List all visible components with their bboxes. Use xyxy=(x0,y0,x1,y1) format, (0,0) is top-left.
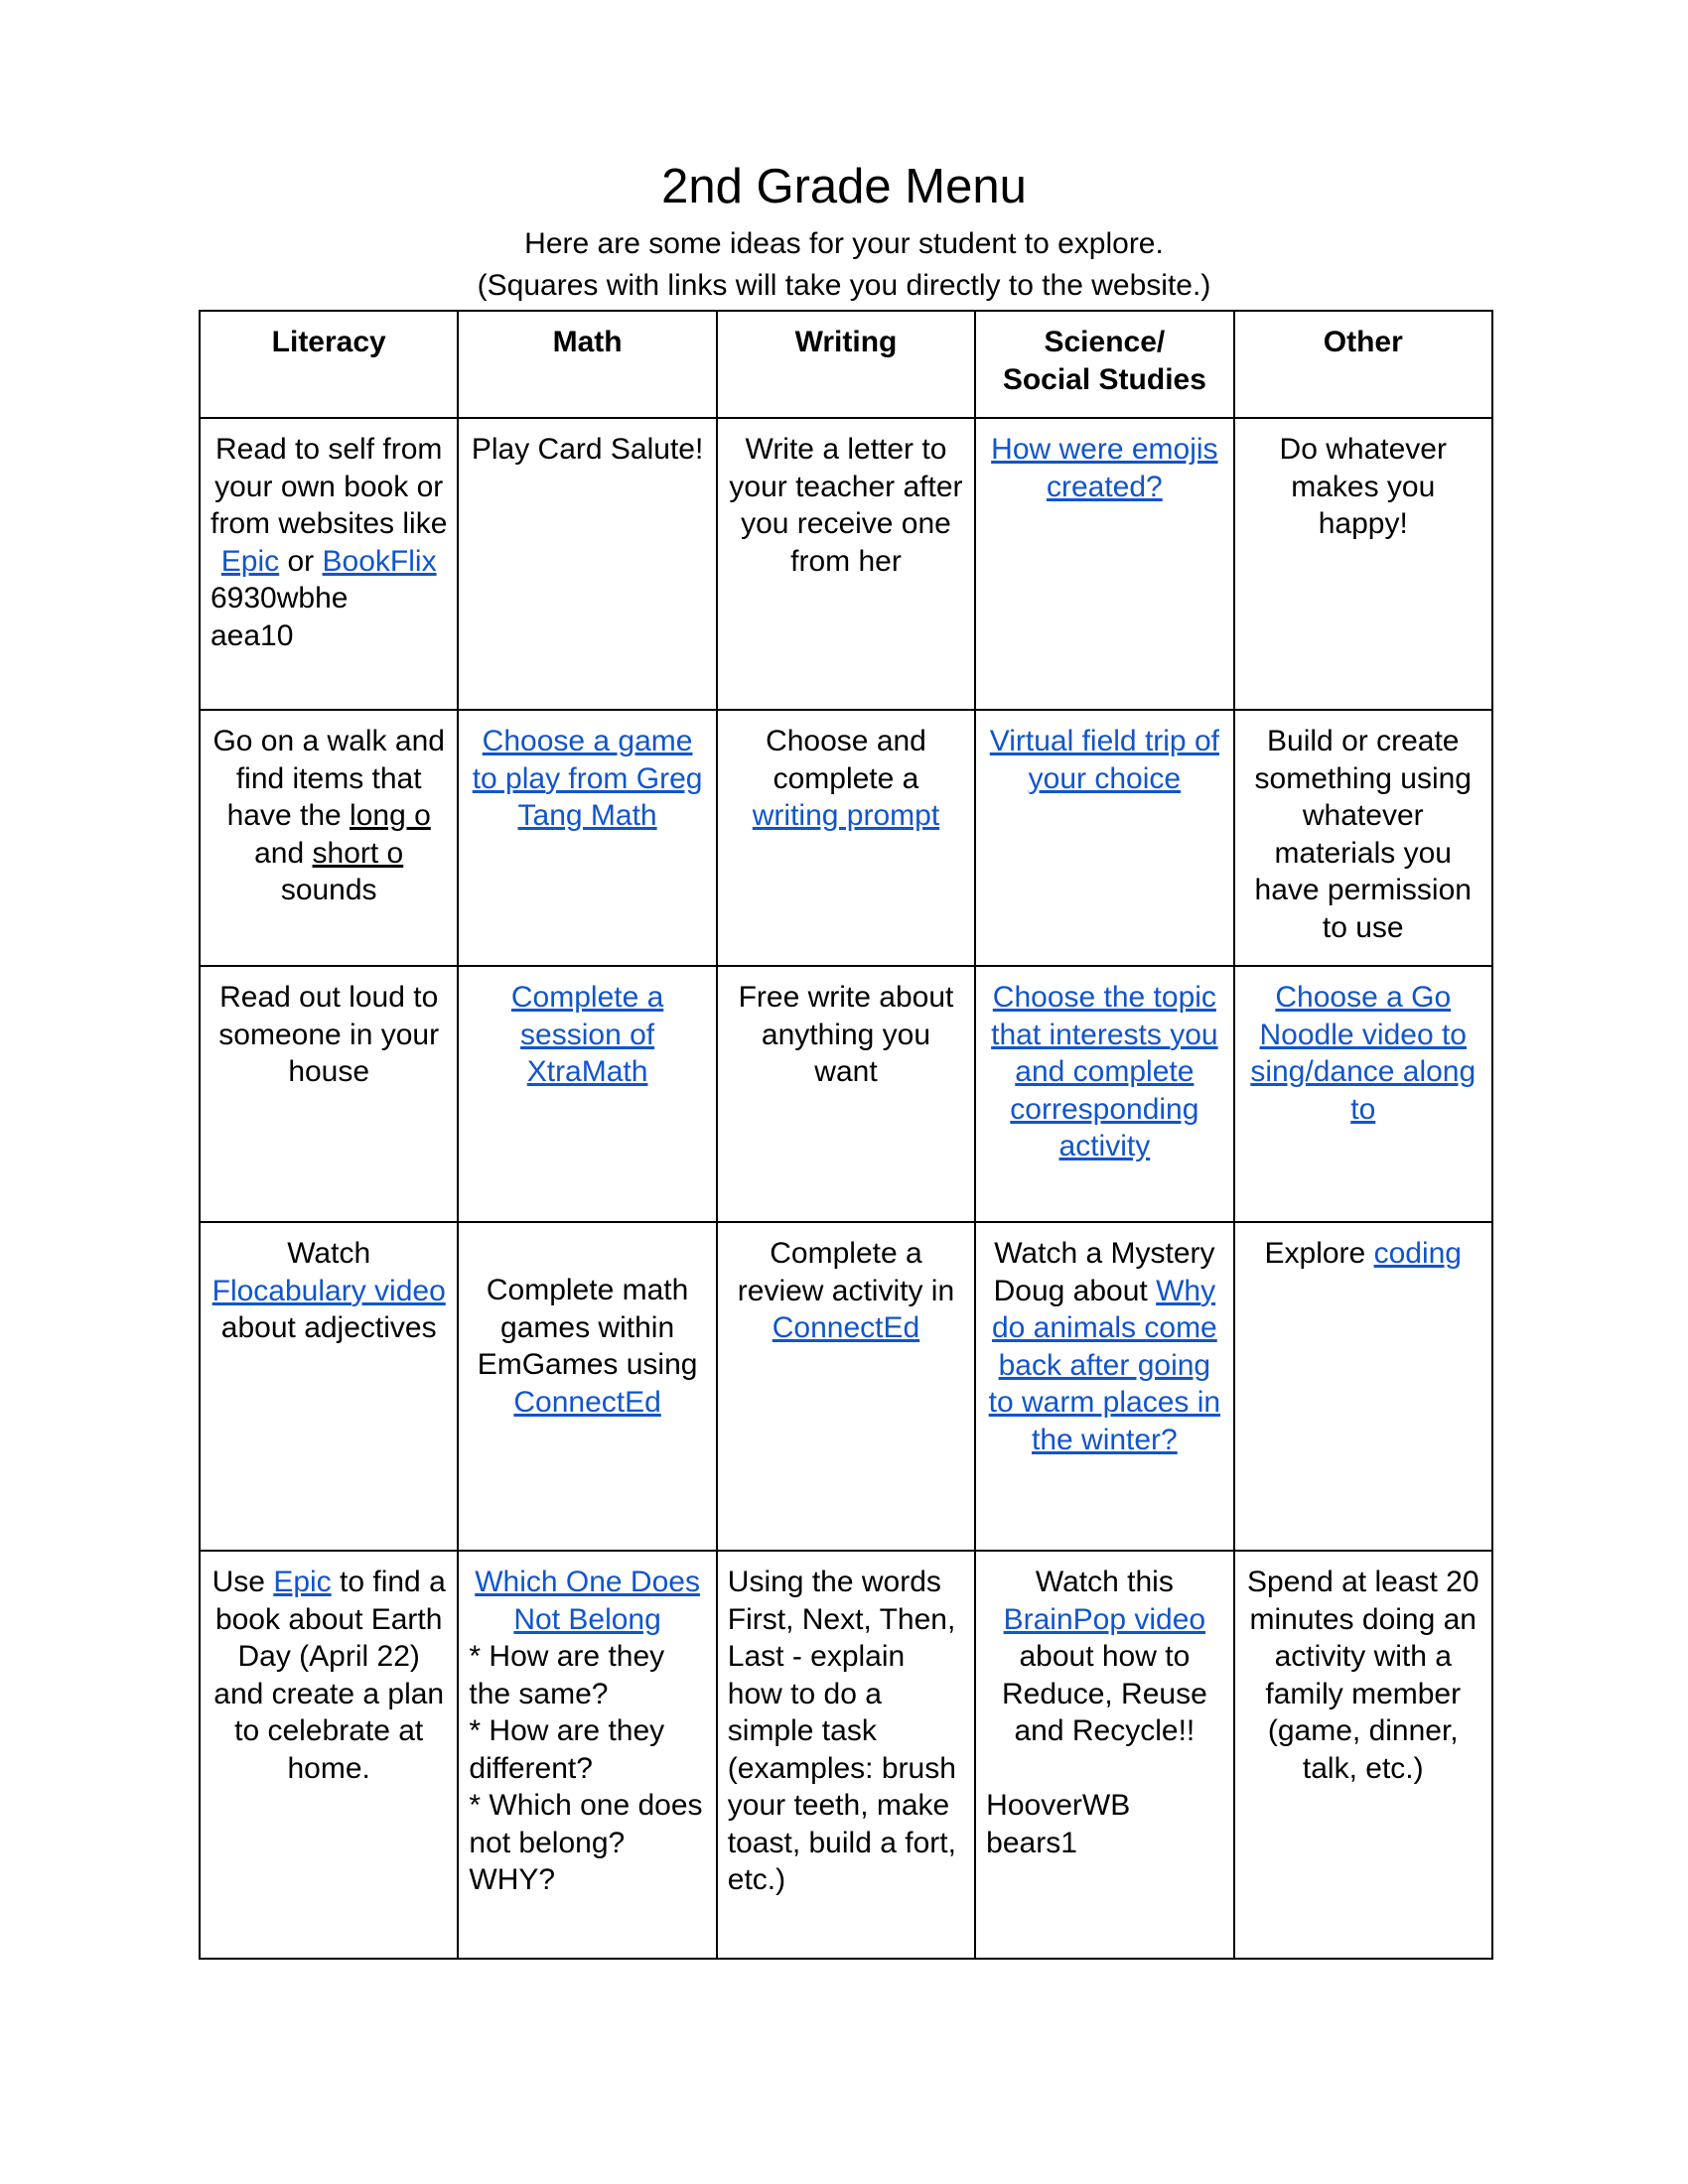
question-text: * Which one does not belong? WHY? xyxy=(469,1789,703,1896)
table-row xyxy=(200,710,1492,966)
cell-text: Go on a walk and find items that have the xyxy=(212,725,445,832)
bookflix-link[interactable]: BookFlix xyxy=(322,544,437,578)
spacer xyxy=(986,1750,1222,1788)
cell-r1-other: Do whatever makes you happy! xyxy=(1234,418,1492,710)
cell-text: Choose and complete a xyxy=(766,725,926,795)
virtual-field-trip-link[interactable]: Virtual field trip of your choice xyxy=(989,725,1219,795)
mystery-doug-link[interactable]: Why do animals come back after going to warm places in the winter? xyxy=(988,1274,1221,1456)
cell-r1-literacy xyxy=(200,418,458,710)
cell-r3-literacy: Read out loud to someone in your house xyxy=(200,966,458,1222)
cell-r1-science xyxy=(975,418,1233,710)
writing-prompt-link[interactable]: writing prompt xyxy=(752,799,940,832)
go-noodle-link[interactable]: Choose a Go Noodle video to sing/dance along to xyxy=(1250,981,1477,1126)
login-code: 6930wbhe xyxy=(211,582,349,614)
cell-text: Read to self from your own book or from websites like xyxy=(211,433,448,540)
header-writing: Writing xyxy=(717,311,975,418)
header-row xyxy=(200,311,1492,418)
cell-r3-math xyxy=(458,966,716,1222)
header-science-line-1: Science/ xyxy=(1044,326,1166,358)
table-row xyxy=(200,1551,1492,1959)
question-text: * How are they the same? xyxy=(469,1640,665,1710)
flocabulary-link[interactable]: Flocabulary video xyxy=(211,1274,446,1307)
connected-link[interactable]: ConnectEd xyxy=(513,1385,661,1419)
menu-table xyxy=(199,310,1493,1960)
subtitle-line-1: Here are some ideas for your student to explore. xyxy=(524,227,1164,260)
page-title: 2nd Grade Menu xyxy=(661,160,1027,213)
header-literacy: Literacy xyxy=(200,311,458,418)
header-other: Other xyxy=(1234,311,1492,418)
cell-r5-other: Spend at least 20 minutes doing an activity with a family member (game, dinner, talk, etc.) xyxy=(1234,1551,1492,1959)
brainpop-link[interactable]: BrainPop video xyxy=(1003,1602,1206,1636)
login-code: aea10 xyxy=(211,618,294,652)
cell-r5-science xyxy=(975,1551,1233,1959)
cell-text: Watch this xyxy=(1035,1566,1174,1598)
login-code: HooverWB xyxy=(986,1789,1131,1822)
cell-r2-science xyxy=(975,710,1233,966)
cell-text: Watch xyxy=(287,1237,371,1270)
header-math: Math xyxy=(458,311,716,418)
cell-r1-writing: Write a letter to your teacher after you receive one from her xyxy=(717,418,975,710)
cell-r2-other: Build or create something using whatever materials you have permission to use xyxy=(1234,710,1492,966)
cell-r3-science xyxy=(975,966,1233,1222)
table-row xyxy=(200,418,1492,710)
login-code: bears1 xyxy=(986,1826,1077,1859)
cell-text: Complete math games within EmGames using xyxy=(477,1274,698,1381)
epic-link[interactable]: Epic xyxy=(220,544,280,578)
cell-r2-writing xyxy=(717,710,975,966)
emojis-link[interactable]: How were emojis created? xyxy=(991,433,1218,503)
cell-r5-writing: Using the words First, Next, Then, Last - explain how to do a simple task (examples: brush your teeth, make toast, build a fort, etc.) xyxy=(717,1551,975,1959)
choose-topic-link[interactable]: Choose the topic that interests you and complete corresponding activity xyxy=(991,981,1218,1162)
greg-tang-math-link[interactable]: Choose a game to play from Greg Tang Math xyxy=(472,725,703,832)
which-one-does-not-belong-link[interactable]: Which One Does Not Belong xyxy=(475,1566,700,1636)
cell-r4-writing xyxy=(717,1222,975,1551)
cell-text: and xyxy=(254,836,305,870)
cell-r4-literacy xyxy=(200,1222,458,1551)
coding-link[interactable]: coding xyxy=(1373,1237,1462,1270)
subtitle-line-2: (Squares with links will take you directly to the website.) xyxy=(477,269,1211,302)
cell-r1-math: Play Card Salute! xyxy=(458,418,716,710)
table-row xyxy=(200,1222,1492,1551)
cell-r5-literacy xyxy=(200,1551,458,1959)
cell-text: about how to Reduce, Reuse and Recycle!! xyxy=(1001,1640,1207,1747)
cell-text: Use xyxy=(211,1566,265,1598)
cell-r3-other xyxy=(1234,966,1492,1222)
cell-text: or xyxy=(287,544,315,578)
epic-link[interactable]: Epic xyxy=(273,1566,332,1598)
cell-text: Watch a Mystery Doug about xyxy=(993,1237,1215,1307)
cell-text: about adjectives xyxy=(220,1311,437,1344)
xtramath-link[interactable]: Complete a session of XtraMath xyxy=(510,981,664,1088)
cell-text: sounds xyxy=(280,874,377,906)
underlined-text: long o xyxy=(350,799,431,832)
cell-r4-other xyxy=(1234,1222,1492,1551)
question-text: * How are they different? xyxy=(469,1714,665,1785)
subtitle xyxy=(0,223,1688,307)
table-row xyxy=(200,966,1492,1222)
cell-r4-math xyxy=(458,1222,716,1551)
connected-link[interactable]: ConnectEd xyxy=(772,1311,920,1344)
cell-r2-literacy xyxy=(200,710,458,966)
underlined-text: short o xyxy=(312,836,404,870)
cell-r2-math xyxy=(458,710,716,966)
cell-text: to find a book about Earth Day (April 22) and create a plan to celebrate at home. xyxy=(213,1566,446,1785)
cell-text: Explore xyxy=(1264,1237,1366,1270)
header-science-line-2: Social Studies xyxy=(1002,362,1206,396)
header-science xyxy=(975,311,1233,418)
cell-text: Complete a review activity in xyxy=(737,1237,955,1307)
cell-r5-math xyxy=(458,1551,716,1959)
cell-r4-science xyxy=(975,1222,1233,1551)
cell-r3-writing: Free write about anything you want xyxy=(717,966,975,1222)
